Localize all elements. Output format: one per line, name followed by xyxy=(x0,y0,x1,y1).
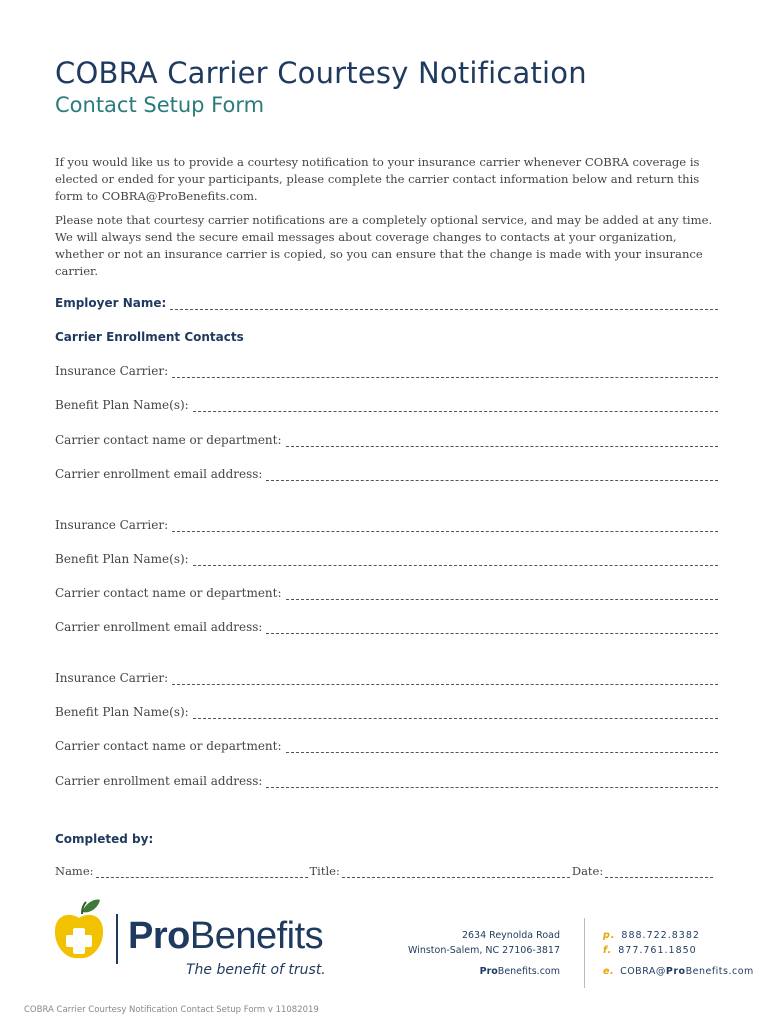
carrier-contact-field-2[interactable] xyxy=(55,586,718,600)
fax-line xyxy=(603,945,697,956)
employer-name-label: Employer Name: xyxy=(55,296,167,310)
benefit-plan-line[interactable] xyxy=(193,707,718,719)
email-rest: Benefits.com xyxy=(685,966,754,977)
carrier-email-field-3[interactable] xyxy=(55,774,718,788)
employer-name-field[interactable] xyxy=(55,296,718,310)
contact-divider xyxy=(584,918,585,988)
email-key: e. xyxy=(603,966,615,977)
carrier-contact-label: Carrier contact name or department: xyxy=(55,433,282,447)
carrier-contact-line[interactable] xyxy=(286,588,718,600)
benefit-plan-field-1[interactable] xyxy=(55,398,718,412)
footer-form-version: COBRA Carrier Courtesy Notification Contact Setup Form v 11082019 xyxy=(24,1005,319,1015)
intro-paragraph-1: If you would like us to provide a courtesy notification to your insurance carrier whenever COBRA coverage is elected or ended for your participants, please complete the carrier contact information below and return this form to COBRA@ProBenefits.com. xyxy=(55,155,700,203)
carrier-email-label: Carrier enrollment email address: xyxy=(55,774,263,788)
address-line-1: 2634 Reynolda Road xyxy=(461,930,560,941)
insurance-carrier-line[interactable] xyxy=(172,673,718,685)
page-title: COBRA Carrier Courtesy Notification xyxy=(55,56,587,90)
carrier-contact-line[interactable] xyxy=(286,741,718,753)
fax-number: 877.761.1850 xyxy=(618,945,697,956)
carrier-email-field-2[interactable] xyxy=(55,620,718,634)
benefit-plan-field-3[interactable] xyxy=(55,705,718,719)
name-line[interactable] xyxy=(96,866,308,878)
apple-logo-icon xyxy=(52,898,108,964)
fax-key: f. xyxy=(603,945,613,956)
benefit-plan-line[interactable] xyxy=(193,400,718,412)
logo-wordmark xyxy=(128,915,323,958)
intro-paragraph-2: Please note that courtesy carrier notifications are a completely optional service, and may be added at any time. We will always send the secure email messages about coverage changes to contacts at your organization, whether or not an insurance carrier is copied, so you can ensure that the change is made with your insurance carrier. xyxy=(55,213,713,278)
completed-by-heading: Completed by: xyxy=(55,832,154,846)
logo-pro: Pro xyxy=(128,915,190,957)
insurance-carrier-field-2[interactable] xyxy=(55,518,718,532)
carrier-email-line[interactable] xyxy=(266,776,718,788)
insurance-carrier-line[interactable] xyxy=(172,520,718,532)
website-link[interactable] xyxy=(480,966,560,977)
carrier-contact-label: Carrier contact name or department: xyxy=(55,739,282,753)
insurance-carrier-label: Insurance Carrier: xyxy=(55,518,169,532)
website-pro: Pro xyxy=(479,966,498,977)
carrier-email-label: Carrier enrollment email address: xyxy=(55,620,263,634)
tagline: The benefit of trust. xyxy=(186,962,326,978)
date-label: Date: xyxy=(571,864,604,878)
insurance-carrier-label: Insurance Carrier: xyxy=(55,671,169,685)
insurance-carrier-field-1[interactable] xyxy=(55,364,718,378)
employer-name-line[interactable] xyxy=(170,298,718,310)
page-subtitle: Contact Setup Form xyxy=(55,93,265,117)
title-label: Title: xyxy=(309,864,340,878)
title-line[interactable] xyxy=(342,866,570,878)
benefit-plan-field-2[interactable] xyxy=(55,552,718,566)
phone-number[interactable]: 888.722.8382 xyxy=(621,930,700,941)
email-line xyxy=(603,966,754,977)
insurance-carrier-field-3[interactable] xyxy=(55,671,718,685)
carrier-contact-field-3[interactable] xyxy=(55,739,718,753)
carrier-email-label: Carrier enrollment email address: xyxy=(55,467,263,481)
carrier-contact-label: Carrier contact name or department: xyxy=(55,586,282,600)
date-line[interactable] xyxy=(605,866,713,878)
carrier-contact-field-1[interactable] xyxy=(55,433,718,447)
website-rest: Benefits.com xyxy=(497,966,560,977)
logo-divider xyxy=(116,914,118,964)
logo-benefits: Benefits xyxy=(189,915,324,957)
phone-key: p. xyxy=(603,930,616,941)
insurance-carrier-line[interactable] xyxy=(172,366,718,378)
email-link[interactable] xyxy=(620,966,754,977)
email-prefix: COBRA@ xyxy=(620,966,666,977)
carrier-contact-line[interactable] xyxy=(286,435,718,447)
phone-line xyxy=(603,930,700,941)
carrier-contacts-heading: Carrier Enrollment Contacts xyxy=(55,330,244,344)
carrier-email-line[interactable] xyxy=(266,469,718,481)
benefit-plan-label: Benefit Plan Name(s): xyxy=(55,552,189,566)
completed-by-row xyxy=(55,864,715,878)
insurance-carrier-label: Insurance Carrier: xyxy=(55,364,169,378)
carrier-email-field-1[interactable] xyxy=(55,467,718,481)
name-label: Name: xyxy=(55,864,94,878)
benefit-plan-line[interactable] xyxy=(193,554,718,566)
benefit-plan-label: Benefit Plan Name(s): xyxy=(55,398,189,412)
address-line-2: Winston-Salem, NC 27106-3817 xyxy=(408,945,560,956)
email-pro: Pro xyxy=(665,966,686,977)
carrier-email-line[interactable] xyxy=(266,622,718,634)
benefit-plan-label: Benefit Plan Name(s): xyxy=(55,705,189,719)
